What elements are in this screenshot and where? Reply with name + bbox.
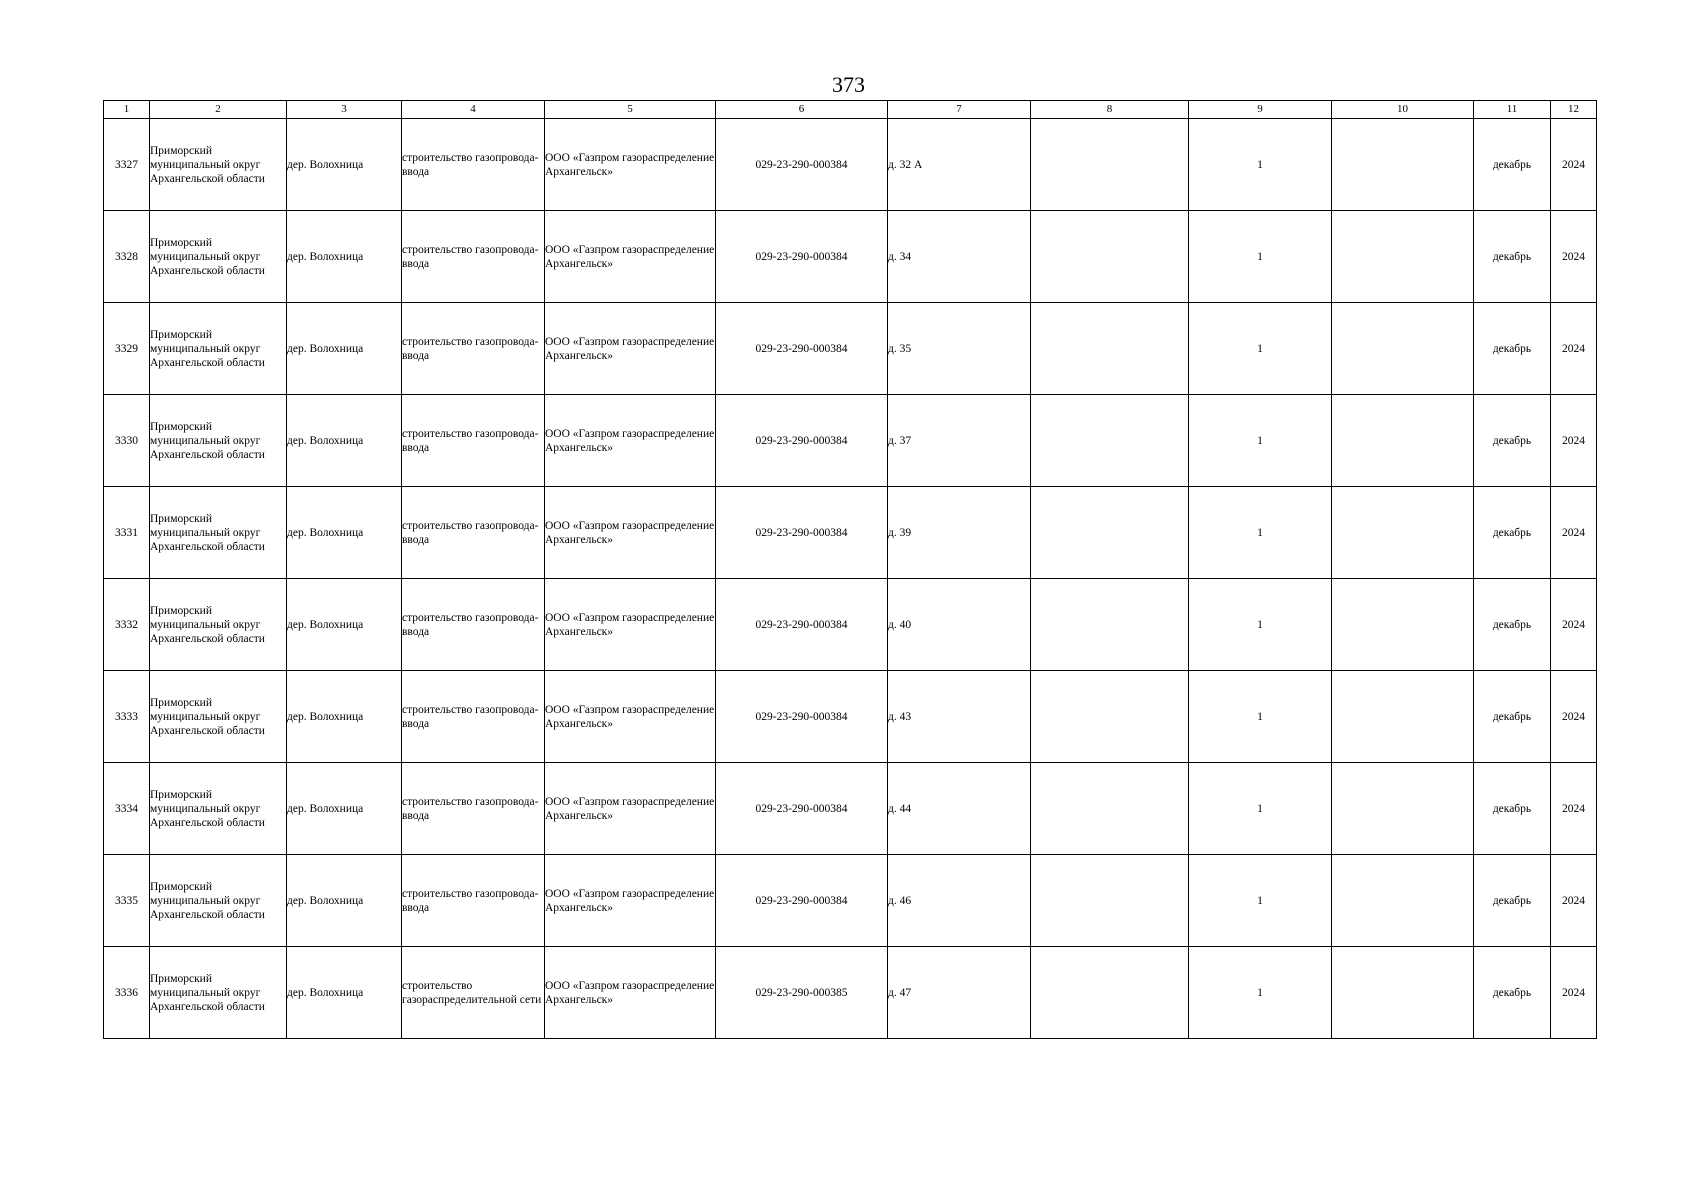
column-8-value-cell xyxy=(1031,487,1189,579)
month-cell: декабрь xyxy=(1474,395,1551,487)
work-type-cell: строительство газопровода-ввода xyxy=(402,855,545,947)
organization-cell: ООО «Газпром газораспределение Архангельск» xyxy=(545,303,716,395)
settlement-cell: дер. Волохница xyxy=(287,579,402,671)
object-code-cell: 029-23-290-000384 xyxy=(716,395,888,487)
table-row xyxy=(104,579,1597,671)
year-cell: 2024 xyxy=(1551,211,1597,303)
quantity-cell: 1 xyxy=(1189,303,1332,395)
row-number-cell: 3327 xyxy=(104,119,150,211)
work-type-cell: строительство газораспределительной сети xyxy=(402,947,545,1039)
column-header: 2 xyxy=(150,101,287,119)
column-8-value-cell xyxy=(1031,303,1189,395)
quantity-cell: 1 xyxy=(1189,119,1332,211)
quantity-cell: 1 xyxy=(1189,487,1332,579)
address-cell: д. 44 xyxy=(888,763,1031,855)
object-code-cell: 029-23-290-000384 xyxy=(716,763,888,855)
work-type-cell: строительство газопровода-ввода xyxy=(402,487,545,579)
quantity-cell: 1 xyxy=(1189,671,1332,763)
organization-cell: ООО «Газпром газораспределение Архангельск» xyxy=(545,763,716,855)
row-number-cell: 3334 xyxy=(104,763,150,855)
column-8-value-cell xyxy=(1031,763,1189,855)
municipality-cell: Приморский муниципальный округ Архангельской области xyxy=(150,671,287,763)
object-code-cell: 029-23-290-000384 xyxy=(716,579,888,671)
organization-cell: ООО «Газпром газораспределение Архангельск» xyxy=(545,947,716,1039)
settlement-cell: дер. Волохница xyxy=(287,119,402,211)
column-10-value-cell xyxy=(1332,579,1474,671)
year-cell: 2024 xyxy=(1551,487,1597,579)
month-cell: декабрь xyxy=(1474,303,1551,395)
column-header: 11 xyxy=(1474,101,1551,119)
work-type-cell: строительство газопровода-ввода xyxy=(402,579,545,671)
column-10-value-cell xyxy=(1332,395,1474,487)
column-header: 6 xyxy=(716,101,888,119)
work-type-cell: строительство газопровода-ввода xyxy=(402,303,545,395)
column-header-row xyxy=(104,101,1597,119)
table-row xyxy=(104,763,1597,855)
row-number-cell: 3329 xyxy=(104,303,150,395)
column-8-value-cell xyxy=(1031,579,1189,671)
address-cell: д. 35 xyxy=(888,303,1031,395)
settlement-cell: дер. Волохница xyxy=(287,395,402,487)
municipality-cell: Приморский муниципальный округ Архангельской области xyxy=(150,947,287,1039)
column-8-value-cell xyxy=(1031,855,1189,947)
object-code-cell: 029-23-290-000384 xyxy=(716,671,888,763)
settlement-cell: дер. Волохница xyxy=(287,303,402,395)
row-number-cell: 3332 xyxy=(104,579,150,671)
column-header: 4 xyxy=(402,101,545,119)
column-10-value-cell xyxy=(1332,487,1474,579)
row-number-cell: 3331 xyxy=(104,487,150,579)
column-10-value-cell xyxy=(1332,211,1474,303)
settlement-cell: дер. Волохница xyxy=(287,487,402,579)
municipality-cell: Приморский муниципальный округ Архангельской области xyxy=(150,303,287,395)
settlement-cell: дер. Волохница xyxy=(287,855,402,947)
address-cell: д. 40 xyxy=(888,579,1031,671)
municipality-cell: Приморский муниципальный округ Архангельской области xyxy=(150,395,287,487)
address-cell: д. 37 xyxy=(888,395,1031,487)
settlement-cell: дер. Волохница xyxy=(287,763,402,855)
month-cell: декабрь xyxy=(1474,487,1551,579)
month-cell: декабрь xyxy=(1474,119,1551,211)
settlement-cell: дер. Волохница xyxy=(287,211,402,303)
row-number-cell: 3335 xyxy=(104,855,150,947)
column-8-value-cell xyxy=(1031,119,1189,211)
year-cell: 2024 xyxy=(1551,763,1597,855)
settlement-cell: дер. Волохница xyxy=(287,671,402,763)
quantity-cell: 1 xyxy=(1189,763,1332,855)
column-header: 5 xyxy=(545,101,716,119)
settlement-cell: дер. Волохница xyxy=(287,947,402,1039)
table-row xyxy=(104,395,1597,487)
table-row xyxy=(104,487,1597,579)
object-code-cell: 029-23-290-000384 xyxy=(716,211,888,303)
row-number-cell: 3330 xyxy=(104,395,150,487)
address-cell: д. 47 xyxy=(888,947,1031,1039)
column-10-value-cell xyxy=(1332,947,1474,1039)
year-cell: 2024 xyxy=(1551,855,1597,947)
month-cell: декабрь xyxy=(1474,671,1551,763)
year-cell: 2024 xyxy=(1551,947,1597,1039)
register-body xyxy=(104,101,1597,1039)
address-cell: д. 39 xyxy=(888,487,1031,579)
column-8-value-cell xyxy=(1031,211,1189,303)
address-cell: д. 32 А xyxy=(888,119,1031,211)
table-row xyxy=(104,671,1597,763)
table-row xyxy=(104,211,1597,303)
column-header: 9 xyxy=(1189,101,1332,119)
organization-cell: ООО «Газпром газораспределение Архангельск» xyxy=(545,671,716,763)
column-8-value-cell xyxy=(1031,947,1189,1039)
table-row xyxy=(104,855,1597,947)
year-cell: 2024 xyxy=(1551,395,1597,487)
table-row xyxy=(104,947,1597,1039)
municipality-cell: Приморский муниципальный округ Архангельской области xyxy=(150,119,287,211)
municipality-cell: Приморский муниципальный округ Архангельской области xyxy=(150,763,287,855)
year-cell: 2024 xyxy=(1551,671,1597,763)
work-type-cell: строительство газопровода-ввода xyxy=(402,211,545,303)
month-cell: декабрь xyxy=(1474,855,1551,947)
column-10-value-cell xyxy=(1332,303,1474,395)
table-row xyxy=(104,119,1597,211)
organization-cell: ООО «Газпром газораспределение Архангельск» xyxy=(545,211,716,303)
column-8-value-cell xyxy=(1031,671,1189,763)
quantity-cell: 1 xyxy=(1189,855,1332,947)
month-cell: декабрь xyxy=(1474,211,1551,303)
table-row xyxy=(104,303,1597,395)
object-code-cell: 029-23-290-000384 xyxy=(716,303,888,395)
column-10-value-cell xyxy=(1332,671,1474,763)
year-cell: 2024 xyxy=(1551,303,1597,395)
register-table xyxy=(103,100,1597,1039)
column-10-value-cell xyxy=(1332,855,1474,947)
column-header: 1 xyxy=(104,101,150,119)
object-code-cell: 029-23-290-000384 xyxy=(716,119,888,211)
address-cell: д. 43 xyxy=(888,671,1031,763)
column-10-value-cell xyxy=(1332,763,1474,855)
column-header: 12 xyxy=(1551,101,1597,119)
quantity-cell: 1 xyxy=(1189,579,1332,671)
organization-cell: ООО «Газпром газораспределение Архангельск» xyxy=(545,579,716,671)
month-cell: декабрь xyxy=(1474,947,1551,1039)
work-type-cell: строительство газопровода-ввода xyxy=(402,395,545,487)
quantity-cell: 1 xyxy=(1189,211,1332,303)
municipality-cell: Приморский муниципальный округ Архангельской области xyxy=(150,211,287,303)
column-header: 8 xyxy=(1031,101,1189,119)
quantity-cell: 1 xyxy=(1189,947,1332,1039)
work-type-cell: строительство газопровода-ввода xyxy=(402,119,545,211)
organization-cell: ООО «Газпром газораспределение Архангельск» xyxy=(545,119,716,211)
row-number-cell: 3333 xyxy=(104,671,150,763)
municipality-cell: Приморский муниципальный округ Архангельской области xyxy=(150,855,287,947)
work-type-cell: строительство газопровода-ввода xyxy=(402,671,545,763)
page-number: 373 xyxy=(832,72,865,97)
municipality-cell: Приморский муниципальный округ Архангельской области xyxy=(150,579,287,671)
row-number-cell: 3328 xyxy=(104,211,150,303)
address-cell: д. 46 xyxy=(888,855,1031,947)
organization-cell: ООО «Газпром газораспределение Архангельск» xyxy=(545,487,716,579)
quantity-cell: 1 xyxy=(1189,395,1332,487)
address-cell: д. 34 xyxy=(888,211,1031,303)
month-cell: декабрь xyxy=(1474,763,1551,855)
column-8-value-cell xyxy=(1031,395,1189,487)
column-header: 3 xyxy=(287,101,402,119)
year-cell: 2024 xyxy=(1551,119,1597,211)
work-type-cell: строительство газопровода-ввода xyxy=(402,763,545,855)
year-cell: 2024 xyxy=(1551,579,1597,671)
column-header: 7 xyxy=(888,101,1031,119)
organization-cell: ООО «Газпром газораспределение Архангельск» xyxy=(545,395,716,487)
month-cell: декабрь xyxy=(1474,579,1551,671)
object-code-cell: 029-23-290-000384 xyxy=(716,855,888,947)
column-header: 10 xyxy=(1332,101,1474,119)
column-10-value-cell xyxy=(1332,119,1474,211)
object-code-cell: 029-23-290-000384 xyxy=(716,487,888,579)
municipality-cell: Приморский муниципальный округ Архангельской области xyxy=(150,487,287,579)
row-number-cell: 3336 xyxy=(104,947,150,1039)
object-code-cell: 029-23-290-000385 xyxy=(716,947,888,1039)
organization-cell: ООО «Газпром газораспределение Архангельск» xyxy=(545,855,716,947)
